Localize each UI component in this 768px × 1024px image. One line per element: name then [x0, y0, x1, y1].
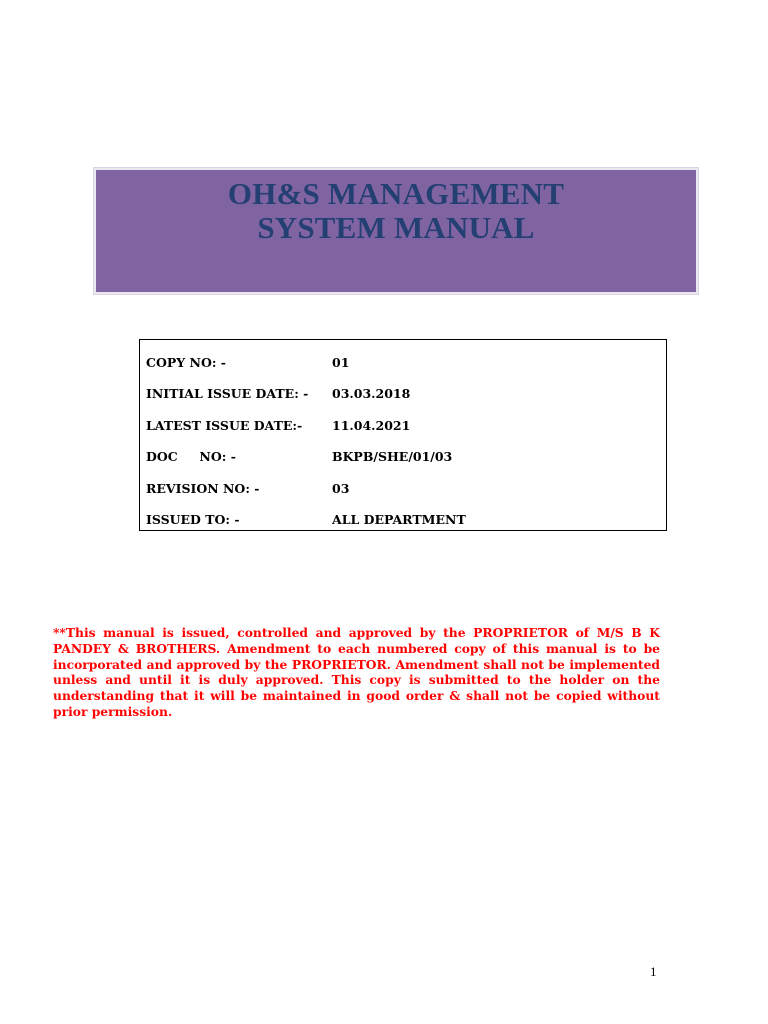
info-label: REVISION NO: -	[146, 481, 260, 496]
info-label: INITIAL ISSUE DATE: -	[146, 386, 309, 401]
page-number: 1	[650, 964, 657, 979]
info-value: BKPB/SHE/01/03	[332, 449, 453, 464]
info-label: LATEST ISSUE DATE:-	[146, 418, 303, 433]
info-label: COPY NO: -	[146, 355, 226, 370]
info-value: 03	[332, 481, 350, 496]
info-value: 01	[332, 355, 350, 370]
info-value: ALL DEPARTMENT	[332, 512, 466, 527]
title-banner	[94, 168, 698, 294]
title-line-1: OH&S MANAGEMENT	[227, 176, 565, 211]
info-value: 11.04.2021	[332, 418, 411, 433]
info-label: ISSUED TO: -	[146, 512, 240, 527]
document-info-table	[139, 339, 667, 531]
control-notice: **This manual is issued, controlled and approved by the PROPRIETOR of M/S B K PANDEY & BROTHERS. Amendment to each numbered copy of this manual is to be incorporated and approved by the PROPRIETOR. Amendment shall not be implemented unless and until it is duly approved. This copy is submitted to the holder on the understanding that it will be maintained in good order & shall not be copied without prior permission.	[53, 625, 660, 719]
info-value: 03.03.2018	[332, 386, 411, 401]
title-line-2: SYSTEM MANUAL	[257, 210, 535, 245]
info-label: DOC NO: -	[146, 449, 236, 464]
